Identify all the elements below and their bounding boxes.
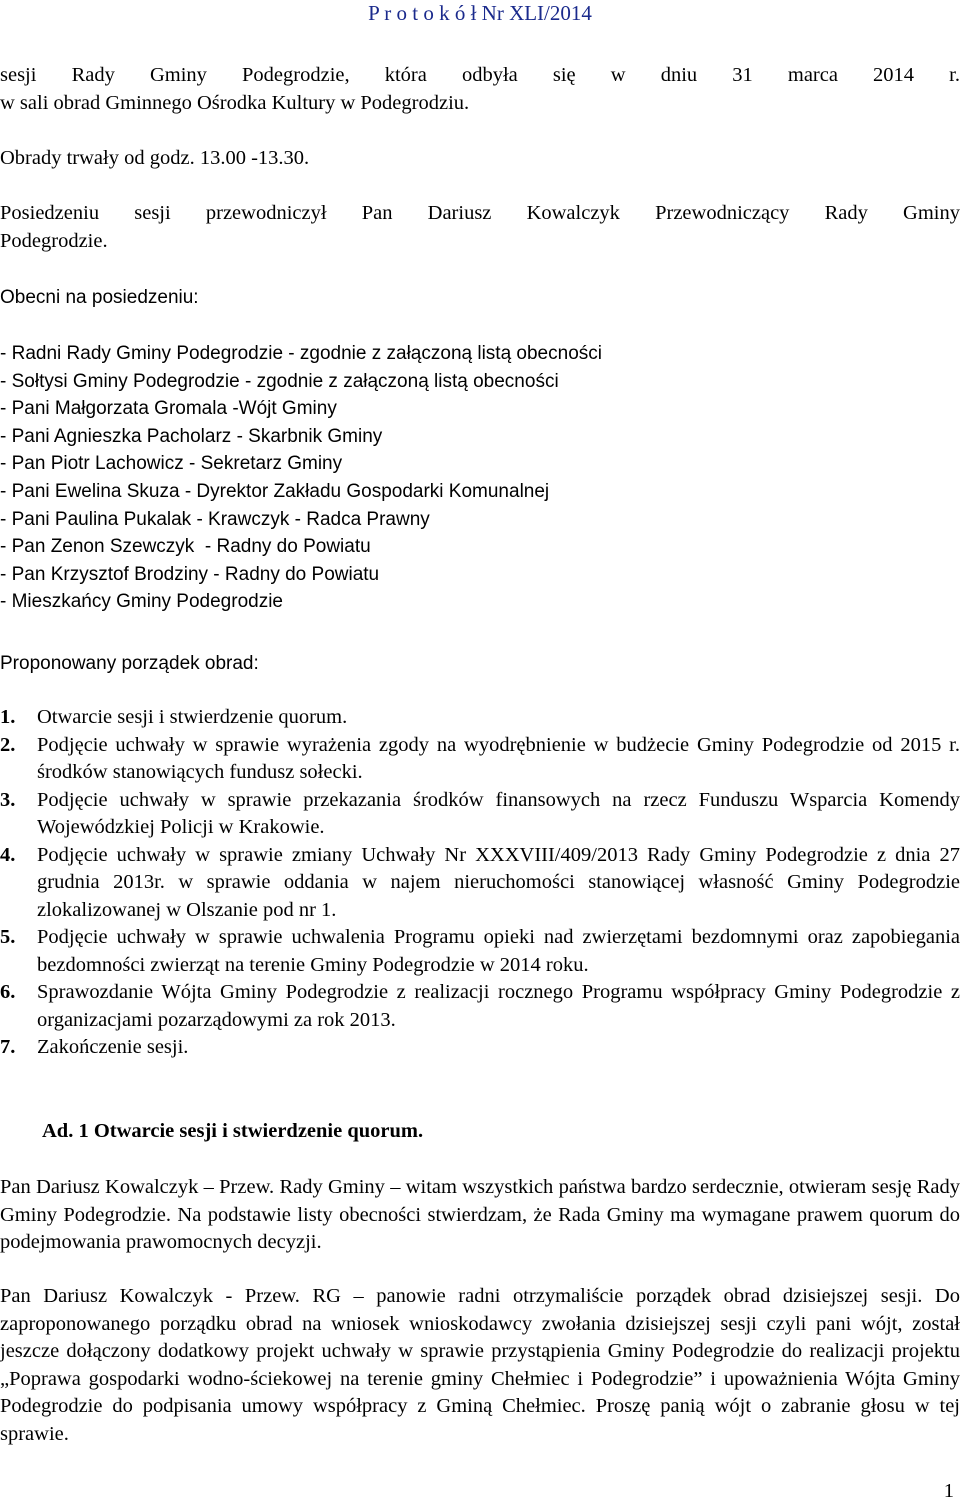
agenda-text: Sprawozdanie Wójta Gminy Podegrodzie z realizacji rocznego Programu współpracy Gminy Podegrodzie z organizacjami pozarządowymi za rok 2013.	[37, 981, 960, 1031]
chair-line-1: Posiedzeniu sesji przewodniczył Pan Dariusz Kowalczyk Przewodniczący Rady Gminy	[0, 202, 960, 224]
agenda-text: Podjęcie uchwały w sprawie wyrażenia zgody na wyodrębnienie w budżecie Gminy Podegrodzie od 2015 r. środków stanowiących fundusz sołecki.	[37, 733, 960, 783]
agenda-text: Podjęcie uchwały w sprawie uchwalenia Programu opieki nad zwierzętami bezdomnymi oraz zapobiegania bezdomności zwierząt na terenie Gminy Podegrodzie w 2014 roku.	[37, 926, 960, 976]
agenda-list	[0, 704, 960, 1062]
paragraph-1	[0, 1174, 960, 1257]
agenda-item-1	[0, 704, 960, 732]
agenda-number: 1.	[0, 706, 16, 728]
agenda-text: Otwarcie sesji i stwierdzenie quorum.	[37, 706, 348, 728]
agenda-text: Podjęcie uchwały w sprawie zmiany Uchwały Nr XXXVIII/409/2013 Rady Gminy Podegrodzie z dnia 27 grudnia 2013r. w sprawie oddania w najem nieruchomości stanowiącej własność Gminy Podegrodzie zlokalizowanej w Olszanie pod nr 1.	[37, 843, 960, 921]
page-number: 1	[943, 1480, 954, 1502]
paragraph-text: Pan Dariusz Kowalczyk – Przew. Rady Gminy – witam wszystkich państwa bardzo serdecznie, otwieram sesję Rady Gminy Podegrodzie. Na podstawie listy obecności stwierdzam, że Rada Gminy ma wymagane prawem quorum do podejmowania prawomocnych decyzji.	[0, 1176, 960, 1253]
attendee-item: - Sołtysi Gminy Podegrodzie - zgodnie z załączoną listą obecności	[0, 370, 559, 392]
agenda-number: 4.	[0, 843, 16, 866]
agenda-item-6	[0, 979, 960, 1034]
agenda-heading: Proponowany porządek obrad:	[0, 653, 259, 674]
attendee-item: - Pani Agnieszka Pacholarz - Skarbnik Gminy	[0, 425, 383, 447]
agenda-number: 7.	[0, 1036, 16, 1058]
agenda-number: 6.	[0, 981, 16, 1003]
attendee-item: - Pani Paulina Pukalak - Krawczyk - Radca Prawny	[0, 508, 430, 530]
paragraph-2	[0, 1283, 960, 1448]
agenda-number: 3.	[0, 788, 16, 811]
section-heading-ad1: Ad. 1 Otwarcie sesji i stwierdzenie quorum.	[42, 1120, 424, 1142]
attendee-item: - Pani Ewelina Skuza - Dyrektor Zakładu Gospodarki Komunalnej	[0, 480, 550, 502]
agenda-number: 2.	[0, 733, 16, 756]
agenda-text: Zakończenie sesji.	[37, 1036, 189, 1058]
attendee-item: - Pan Piotr Lachowicz - Sekretarz Gminy	[0, 453, 343, 475]
present-heading: Obecni na posiedzeniu:	[0, 287, 199, 308]
attendee-list	[0, 340, 960, 616]
paragraph-text: Pan Dariusz Kowalczyk - Przew. RG – panowie radni otrzymaliście porządek obrad dzisiejszej sesji. Do zaproponowanego porządku obrad na wniosek wnioskodawcy zwołania dzisiejszej sesji czyli pani wójt, został jeszcze dołączony dodatkowy projekt uchwały w sprawie przystąpienia Gminy Podegrodzie do realizacji projektu „Poprawa gospodarki wodno-ściekowej na terenie gminy Chełmiec i Podegrodzie” i upoważnienia Wójta Gminy Podegrodzie do podpisania umowy współpracy z Gminą Chełmiec. Proszę panią wójt o zabranie głosu w tej sprawie.	[0, 1285, 960, 1445]
agenda-item-5	[0, 924, 960, 979]
agenda-text: Podjęcie uchwały w sprawie przekazania środków finansowych na rzecz Funduszu Wsparcia Komendy Wojewódzkiej Policji w Krakowie.	[37, 788, 960, 838]
attendee-item: - Pan Krzysztof Brodziny - Radny do Powiatu	[0, 563, 380, 585]
agenda-item-7	[0, 1034, 960, 1062]
agenda-item-4	[0, 842, 960, 925]
attendee-item: - Radni Rady Gminy Podegrodzie - zgodnie z załączoną listą obecności	[0, 343, 602, 364]
agenda-item-2	[0, 732, 960, 787]
agenda-number: 5.	[0, 926, 16, 948]
attendee-item: - Pan Zenon Szewczyk - Radny do Powiatu	[0, 536, 371, 558]
intro-line-2: w sali obrad Gminnego Ośrodka Kultury w Podegrodziu.	[0, 92, 470, 114]
chair-line-2: Podegrodzie.	[0, 230, 108, 252]
session-time: Obrady trwały od godz. 13.00 -13.30.	[0, 147, 310, 169]
agenda-item-3	[0, 787, 960, 842]
attendee-item: - Pani Małgorzata Gromala -Wójt Gminy	[0, 398, 337, 420]
attendee-item: - Mieszkańcy Gminy Podegrodzie	[0, 591, 283, 613]
document-title: P r o t o k ó ł Nr XLI/2014	[368, 1, 592, 25]
intro-line-1: sesji Rady Gminy Podegrodzie, która odbyła się w dniu 31 marca 2014 r.	[0, 64, 960, 86]
